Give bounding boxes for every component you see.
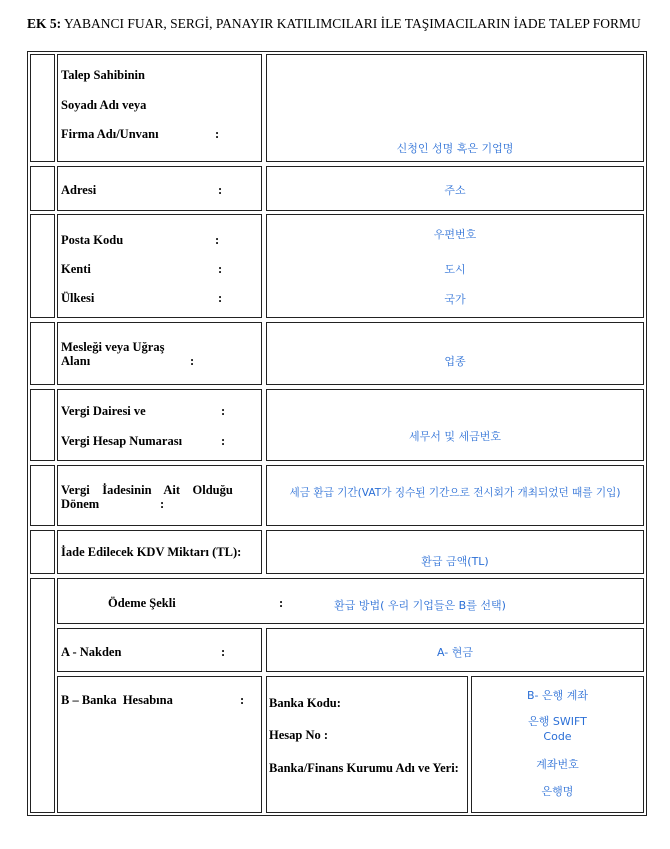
period-label-line2: Dönem [61, 497, 100, 511]
period-value: 세금 환급 기간(VAT가 징수된 기간으로 전시회가 개최되었던 때를 기입) [289, 487, 621, 499]
bank-institution-label: Banka/Finans Kurumu Adı ve Yeri: [269, 761, 459, 775]
amount-label: İade Edilecek KDV Miktarı (TL): [61, 545, 242, 559]
city-value: 도시 [444, 263, 466, 276]
city-colon: : [218, 262, 223, 276]
tax-label-cell [57, 389, 262, 461]
amount-value: 환급 금액(TL) [421, 555, 489, 568]
row-marker-occupation [30, 322, 55, 385]
bank-account-value: B- 은행 계좌 [526, 689, 588, 702]
postal-code-colon: : [215, 233, 220, 247]
applicant-label-line2: Soyadı Adı veya [61, 98, 147, 112]
form-title-text: YABANCI FUAR, SERGİ, PANAYIR KATILIMCILARI İLE TAŞIMACILARIN İADE TALEP FORMU [61, 16, 641, 31]
cash-value: A- 현금 [436, 646, 473, 659]
country-value: 국가 [444, 293, 466, 306]
tax-value-cell [266, 389, 644, 461]
period-label-line1: Vergi İadesinin Ait Olduğu [61, 483, 233, 497]
cash-colon: : [221, 645, 226, 659]
form-title-prefix: EK 5: [27, 16, 62, 31]
form-title [27, 16, 647, 31]
country-label: Ülkesi [61, 291, 95, 305]
city-label: Kenti [61, 262, 91, 276]
bank-code-label: Banka Kodu: [269, 696, 341, 710]
address-value: 주소 [444, 184, 466, 197]
payment-method-colon: : [279, 596, 284, 610]
occupation-label-line1: Mesleği veya Uğraş [61, 340, 165, 354]
applicant-label-line1: Talep Sahibinin [61, 68, 145, 82]
row-marker-amount [30, 530, 55, 574]
country-colon: : [218, 291, 223, 305]
postal-code-value: 우편번호 [433, 228, 477, 241]
row-marker-payment [30, 578, 55, 813]
row-marker-tax [30, 389, 55, 461]
bank-name-value: 은행명 [541, 785, 574, 798]
occupation-value: 업종 [444, 355, 466, 368]
occupation-label-line2: Alanı [61, 354, 91, 368]
bank-label: B – Banka Hesabına [61, 693, 173, 707]
applicant-label-line3: Firma Adı/Unvanı [61, 127, 159, 141]
bank-number-value: 계좌번호 [536, 758, 579, 771]
payment-method-label: Ödeme Şekli [108, 596, 176, 610]
tax-number-colon: : [221, 434, 226, 448]
occupation-colon: : [190, 354, 195, 368]
row-marker-location [30, 214, 55, 318]
bank-colon: : [240, 693, 245, 707]
tax-office-label: Vergi Dairesi ve [61, 404, 146, 418]
payment-method-value: 환급 방법( 우리 기업들은 B를 선택) [334, 599, 506, 612]
address-colon: : [218, 183, 223, 197]
period-colon: : [160, 497, 165, 511]
bank-swift-value: 은행 SWIFT Code [528, 715, 587, 743]
bank-account-label: Hesap No : [269, 728, 329, 742]
row-marker-address [30, 166, 55, 211]
tax-value: 세무서 및 세금번호 [408, 430, 501, 443]
applicant-colon: : [215, 127, 220, 141]
tax-number-label: Vergi Hesap Numarası [61, 434, 183, 448]
cash-label: A - Nakden [61, 645, 122, 659]
applicant-value: 신청인 성명 혹은 기업명 [396, 142, 514, 155]
address-label: Adresi [61, 183, 97, 197]
tax-office-colon: : [221, 404, 226, 418]
row-marker-period [30, 465, 55, 526]
postal-code-label: Posta Kodu [61, 233, 124, 247]
row-marker-applicant [30, 54, 55, 162]
